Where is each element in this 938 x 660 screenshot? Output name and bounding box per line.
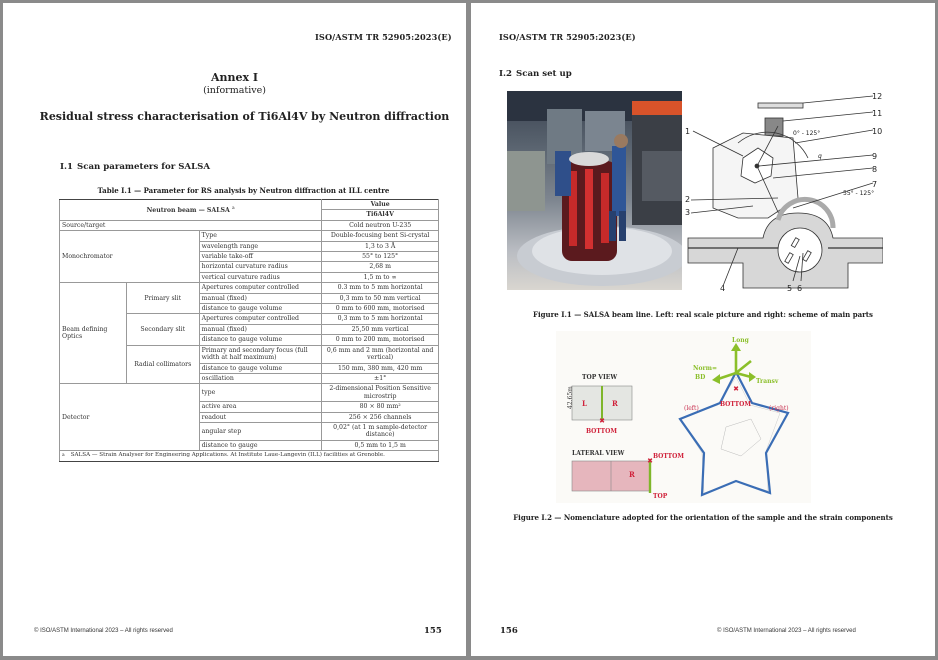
table-caption: Table I.1 — Parameter for RS analysis by Neutron diffraction at ILL centre [97, 186, 390, 195]
table-header-value: Value [322, 200, 439, 210]
page-number: 155 [424, 626, 442, 636]
svg-text:11: 11 [872, 109, 883, 118]
table-row: horizontal curvature radius 2,68 m [60, 262, 439, 272]
salsa-photo [507, 91, 682, 290]
table-row: manual (fixed) 25,50 mm vertical [60, 324, 439, 334]
table-row: angular step 0,02° (at 1 m sample-detector distance) [60, 422, 439, 440]
running-header: ISO/ASTM TR 52905:2023(E) [315, 32, 452, 42]
figure2-caption: Figure I.2 — Nomenclature adopted for the orientation of the sample and the strain components [513, 513, 893, 522]
table-row: Radial collimators Primary and secondary focus (full width at half maximum) 0,6 mm and 2 mm (horizontal and vertical) [60, 345, 439, 363]
table-row: active area 80 × 80 mm² [60, 402, 439, 412]
page-156 [471, 3, 935, 656]
footer-copyright: © ISO/ASTM International 2023 – All rights reserved [717, 628, 856, 634]
svg-text:BD: BD [695, 374, 706, 381]
svg-text:7: 7 [872, 180, 878, 189]
svg-text:BOTTOM: BOTTOM [720, 401, 751, 408]
table-row: distance to gauge volume 150 mm, 380 mm, 420 mm [60, 363, 439, 373]
table-row: vertical curvature radius 1,5 m to ∞ [60, 272, 439, 282]
svg-text:1: 1 [685, 127, 691, 136]
table-row: wavelength range 1,3 to 3 Å [60, 241, 439, 251]
svg-text:Long: Long [732, 337, 749, 344]
table-header-material: Ti6Al4V [322, 210, 439, 220]
nomenclature-figure [556, 331, 811, 503]
table-row: Source/target Cold neutron U-235 [60, 220, 439, 230]
svg-text:R: R [612, 399, 618, 408]
svg-text:✖: ✖ [647, 457, 653, 465]
svg-text:Transv: Transv [756, 378, 779, 385]
svg-text:6: 6 [797, 284, 803, 293]
annex-subtitle: (informative) [203, 85, 266, 96]
table-row: distance to gauge volume 0 mm to 200 mm, motorised [60, 335, 439, 345]
svg-text:(right): (right) [769, 405, 789, 412]
svg-text:✖: ✖ [599, 417, 605, 425]
table-row: Monochromator Type Double-focusing bent Si-crystal [60, 231, 439, 241]
beamline-scheme [683, 88, 883, 293]
table-row: manual (fixed) 0,3 mm to 50 mm vertical [60, 293, 439, 303]
table-row: oscillation ±1° [60, 373, 439, 383]
table-row: Secondary slit Apertures computer controlled 0,3 mm to 5 mm horizontal [60, 314, 439, 324]
table-row: distance to gauge volume 0 mm to 600 mm, motorised [60, 304, 439, 314]
page-155 [3, 3, 466, 656]
svg-text:8: 8 [872, 165, 878, 174]
svg-text:TOP: TOP [653, 493, 668, 500]
svg-text:TOP VIEW: TOP VIEW [582, 374, 618, 381]
svg-text:0° - 125°: 0° - 125° [793, 130, 821, 137]
svg-text:10: 10 [872, 127, 883, 136]
svg-text:4: 4 [720, 284, 726, 293]
table-header-beam: Neutron beam — SALSA $^a$ [60, 200, 322, 221]
table-row: Beam defining Optics Primary slit Apertures computer controlled 0.3 mm to 5 mm horizontal [60, 283, 439, 293]
svg-text:Norm=: Norm= [693, 365, 718, 372]
table-row: Detector type 2-dimensional Position Sensitive microstrip [60, 384, 439, 402]
table-footnote: $^a$ SALSA — Strain Analyser for Engineering Applications. At Institute Laue-Langevin (ILL) facilities at Grenoble. [60, 451, 439, 461]
annex-title: Annex I [210, 71, 259, 84]
table-row: variable take-off 55° to 125° [60, 252, 439, 262]
parameter-table [59, 199, 439, 462]
svg-text:L: L [582, 399, 587, 408]
running-header: ISO/ASTM TR 52905:2023(E) [499, 32, 636, 42]
table-row: distance to gauge 0,5 mm to 1,5 m [60, 440, 439, 450]
annex-heading: Residual stress characterisation of Ti6Al4V by Neutron diffraction [39, 110, 450, 123]
svg-text:(left): (left) [684, 405, 699, 412]
svg-text:55° - 125°: 55° - 125° [843, 190, 875, 197]
svg-text:3: 3 [685, 208, 691, 217]
table-row: readout 256 × 256 channels [60, 412, 439, 422]
svg-text:12: 12 [872, 92, 883, 101]
figure1-caption: Figure I.1 — SALSA beam line. Left: real scale picture and right: scheme of main parts [533, 310, 873, 319]
svg-text:R: R [629, 470, 635, 479]
svg-text:BOTTOM: BOTTOM [586, 428, 617, 435]
svg-text:LATERAL VIEW: LATERAL VIEW [572, 450, 625, 457]
svg-text:42.65m: 42.65m [567, 386, 574, 409]
page-number: 156 [500, 626, 518, 636]
svg-text:5: 5 [787, 284, 793, 293]
svg-text:2: 2 [685, 195, 691, 204]
section-heading: I.2 Scan set up [499, 69, 572, 79]
footer-copyright: © ISO/ASTM International 2023 – All rights reserved [34, 628, 173, 634]
svg-text:9: 9 [872, 152, 878, 161]
svg-text:q: q [818, 153, 822, 160]
svg-text:✖: ✖ [733, 385, 739, 393]
section-heading: I.1 Scan parameters for SALSA [60, 162, 211, 172]
svg-text:BOTTOM: BOTTOM [653, 453, 684, 460]
